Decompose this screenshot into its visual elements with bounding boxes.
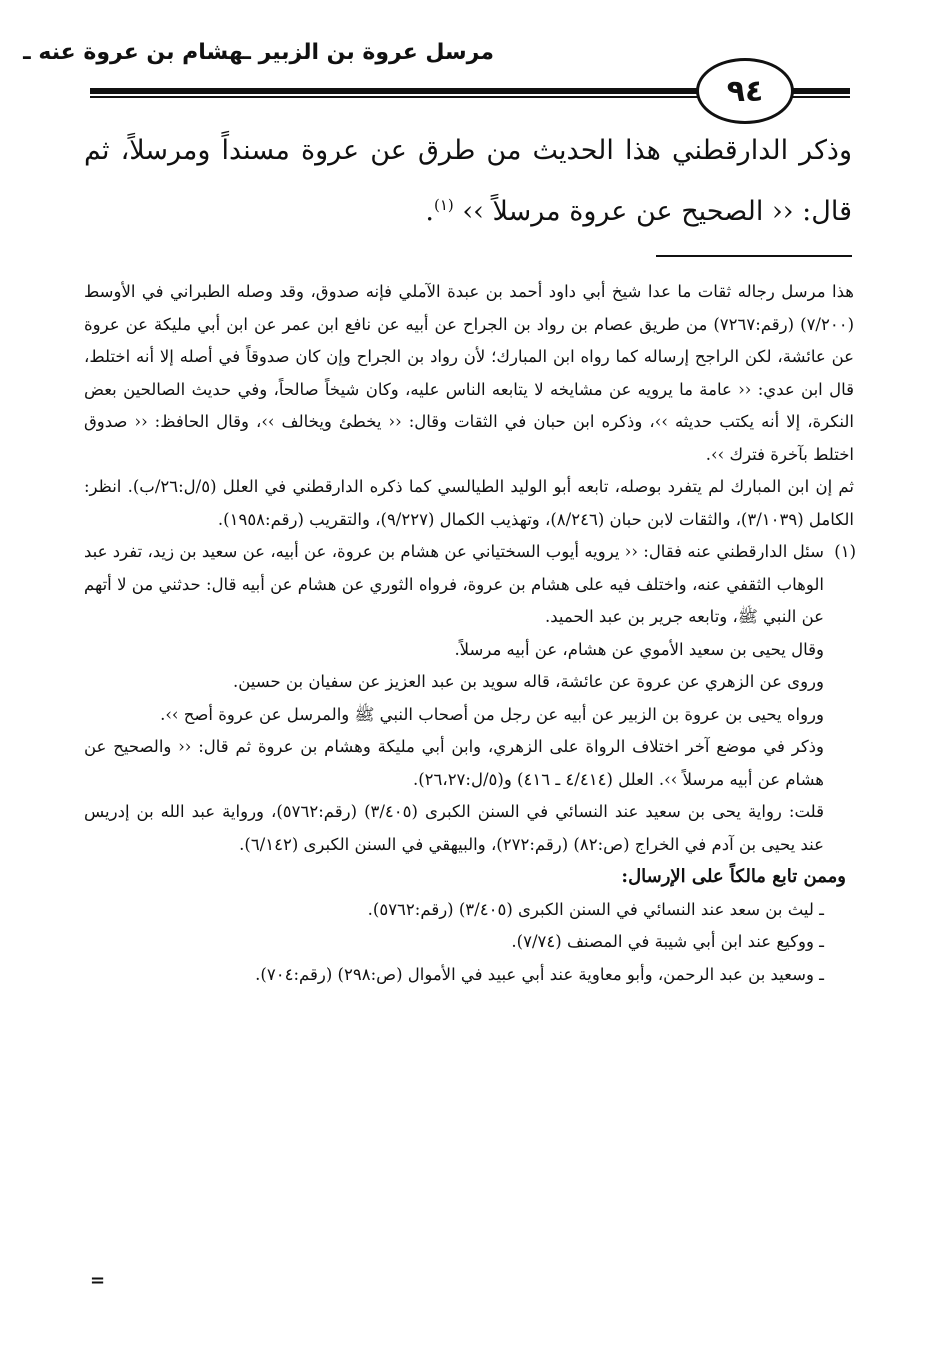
footnote-1-mark: (١) (834, 542, 856, 561)
section-heading: وممن تابع مالكاً على الإرسال: (621, 866, 846, 887)
running-title: مرسل عروة بن الزبير ـهشام بن عروة عنه ـ (23, 40, 494, 65)
page-number: ٩٤ (696, 58, 794, 124)
footnote-1 (84, 536, 854, 634)
footnote-divider (656, 255, 852, 257)
footnotes (84, 276, 854, 991)
main-text-end: . (425, 196, 434, 227)
list-item: ـ ووكيع عند ابن أبي شيبة في المصنف (٧/٧٤). (511, 932, 824, 951)
footnote-line: وقال يحيى بن سعيد الأموي عن هشام، عن أبيه مرسلاً. (454, 639, 824, 659)
footnote-line: ورواه يحيى بن عروة بن الزبير عن أبيه عن رجل من أصحاب النبي ﷺ والمرسل عن عروة أصح ››. (160, 704, 824, 724)
continuation-mark: = (90, 1270, 106, 1291)
footnote-line: قلت: رواية يحى بن سعيد عند النسائي في السنن الكبرى (٣/٤٠٥) (رقم:٥٧٦٢)، ورواية عبد الله بن إدريس عند يحيى بن آدم في الخراج (ص:٨٢) (رقم:٢٧٢)، والبيهقي في السنن الكبرى (٦/١٤٢). (84, 802, 825, 854)
list-item: ـ ليث بن سعد عند النسائي في السنن الكبرى (٣/٤٠٥) (رقم:٥٧٦٢). (367, 899, 824, 919)
main-text-body: وذكر الدارقطني هذا الحديث من طرق عن عروة مسنداً ومرسلاً، ثم قال: ‹‹ الصحيح عن عروة مرسلاً ›› (84, 135, 852, 227)
note-paragraph-2: ثم إن ابن المبارك لم يتفرد بوصله، تابعه أبو الوليد الطيالسي كما ذكره الدارقطني في العلل (٥/ل:٢٦/ب). انظر: الكامل (٣/١٠٣٩)، والثقات لابن حبان (٨/٢٤٦)، وتهذيب الكمال (٩/٢٢٧)، والتقريب (رقم:١٩٥٨). (84, 477, 854, 529)
list-item: ـ وسعيد بن عبد الرحمن، وأبو معاوية عند أبي عبيد في الأموال (ص:٢٩٨) (رقم:٧٠٤). (255, 964, 824, 984)
footnote-line: وروى عن الزهري عن عروة عن عائشة، قاله سويد بن عبد العزيز عن سفيان بن حسين. (232, 672, 824, 691)
footnote-reference: (١) (433, 196, 454, 214)
main-text (84, 124, 852, 239)
note-paragraph-1: هذا مرسل رجاله ثقات ما عدا شيخ أبي داود أحمد بن عبدة الآملي فإنه صدوق، وقد وصله الطبراني في الأوسط (٧/٢٠٠) (رقم:٧٢٦٧) من طريق عصام بن رواد بن الجراح عن أبيه عن نافع ابن عمر عن ابن أبي مليكة عن عروة عن عائشة، لكن الراجح إرساله كما رواه ابن المبارك؛ لأن رواد بن الجراح وإن كان صدوقاً في أصله إلا أنه اختلط، قال ابن عدي: ‹‹ عامة ما يرويه عن مشايخه لا يتابعه الناس عليه، وكان شيخاً صالحاً، وفي حديث الصالحين بعض النكرة، إلا أنه يكتب حديثه ››، وذكره ابن حبان في الثقات وقال: ‹‹ يخطئ ويخالف ››، وقال الحافظ: ‹‹ صدوق اختلط بآخرة فترك ››. (84, 282, 855, 464)
footnote-1-text: سئل الدارقطني عنه فقال: ‹‹ يرويه أيوب السختياني عن هشام بن عروة، عن أبيه، عن سعيد بن زيد، تفرد عبد الوهاب الثقفي عنه، واختلف فيه على هشام بن عروة، فرواه الثوري عن هشام عن أبيه قال: حدثني من لا أتهم عن النبي ﷺ، وتابعه جرير بن عبد الحميد. (84, 542, 824, 626)
footnote-line: وذكر في موضع آخر اختلاف الرواة على الزهري، وابن أبي مليكة وهشام بن عروة ثم قال: ‹‹ والصحيح عن هشام عن أبيه مرسلاً ››. العلل (٤/٤١٤ ـ ٤١٦) و(٥/ل:٢٦،٢٧). (84, 737, 824, 789)
